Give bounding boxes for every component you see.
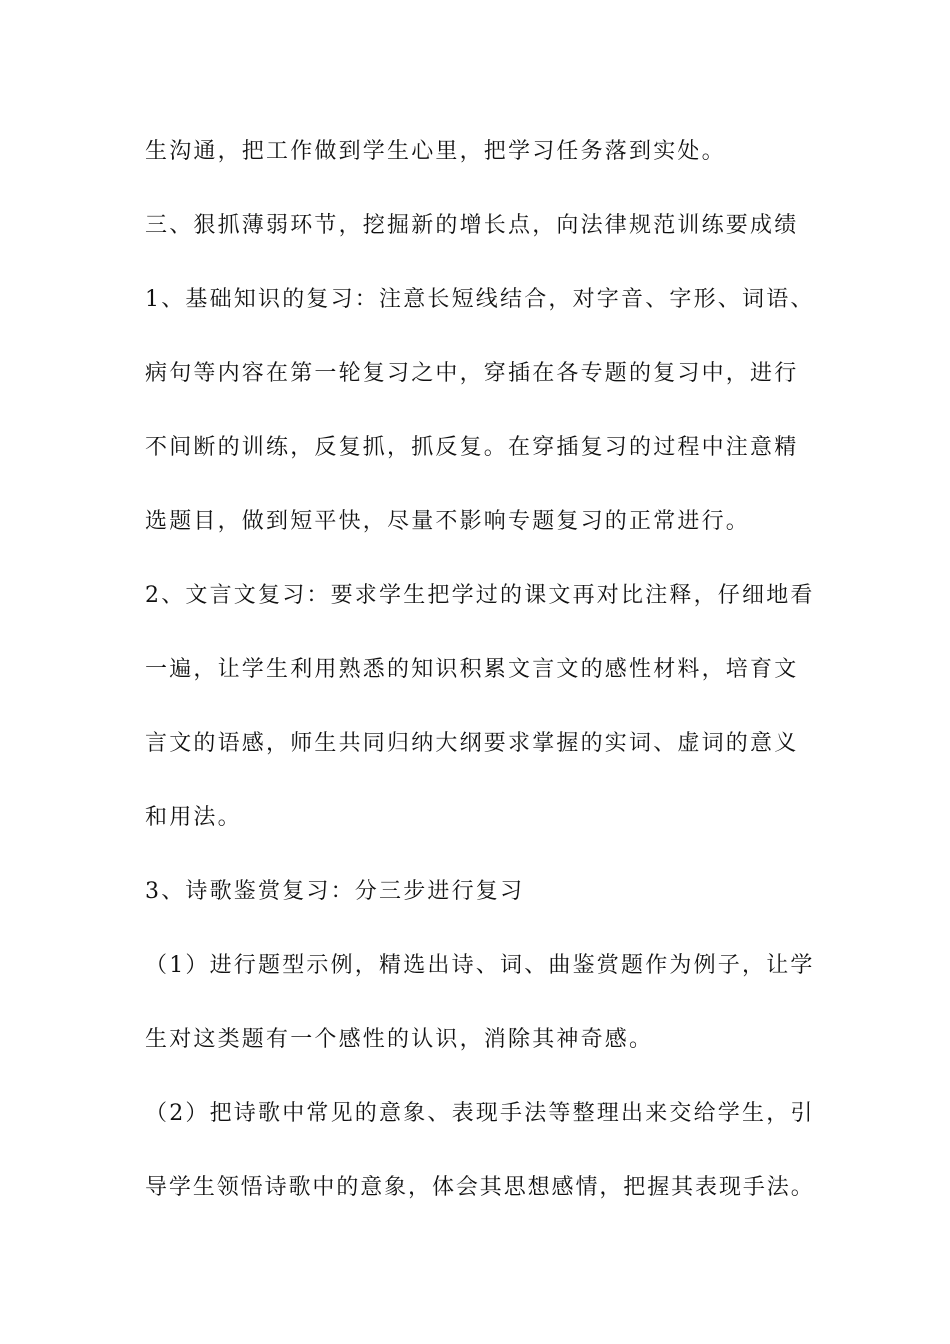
- paragraph-line: 一遍，让学生利用熟悉的知识积累文言文的感性材料，培育文: [145, 657, 799, 682]
- paragraph-line: 导学生领悟诗歌中的意象，体会其思想感情，把握其表现手法。: [145, 1175, 815, 1200]
- paragraph-line: 2、文言文复习：要求学生把学过的课文再对比注释，仔细地看: [145, 583, 815, 608]
- paragraph-line: 病句等内容在第一轮复习之中，穿插在各专题的复习中，进行: [145, 361, 799, 386]
- paragraph-line: 选题目，做到短平快，尽量不影响专题复习的正常进行。: [145, 509, 751, 534]
- paragraph-line: 3、诗歌鉴赏复习：分三步进行复习: [145, 879, 525, 904]
- paragraph-line: （2）把诗歌中常见的意象、表现手法等整理出来交给学生，引: [145, 1101, 815, 1126]
- paragraph-line: 1、基础知识的复习：注意长短线结合，对字音、字形、词语、: [145, 287, 815, 312]
- paragraph-line: 和用法。: [145, 805, 242, 830]
- paragraph-line: 生沟通，把工作做到学生心里，把学习任务落到实处。: [145, 139, 726, 164]
- paragraph-line: 不间断的训练，反复抓，抓反复。在穿插复习的过程中注意精: [145, 435, 799, 460]
- paragraph-line: 言文的语感，师生共同归纳大纲要求掌握的实词、虚词的意义: [145, 731, 799, 756]
- section-heading: 三、狠抓薄弱环节，挖掘新的增长点，向法律规范训练要成绩: [145, 213, 799, 238]
- paragraph-line: （1）进行题型示例，精选出诗、词、曲鉴赏题作为例子，让学: [145, 953, 815, 978]
- paragraph-line: 生对这类题有一个感性的认识，消除其神奇感。: [145, 1027, 654, 1052]
